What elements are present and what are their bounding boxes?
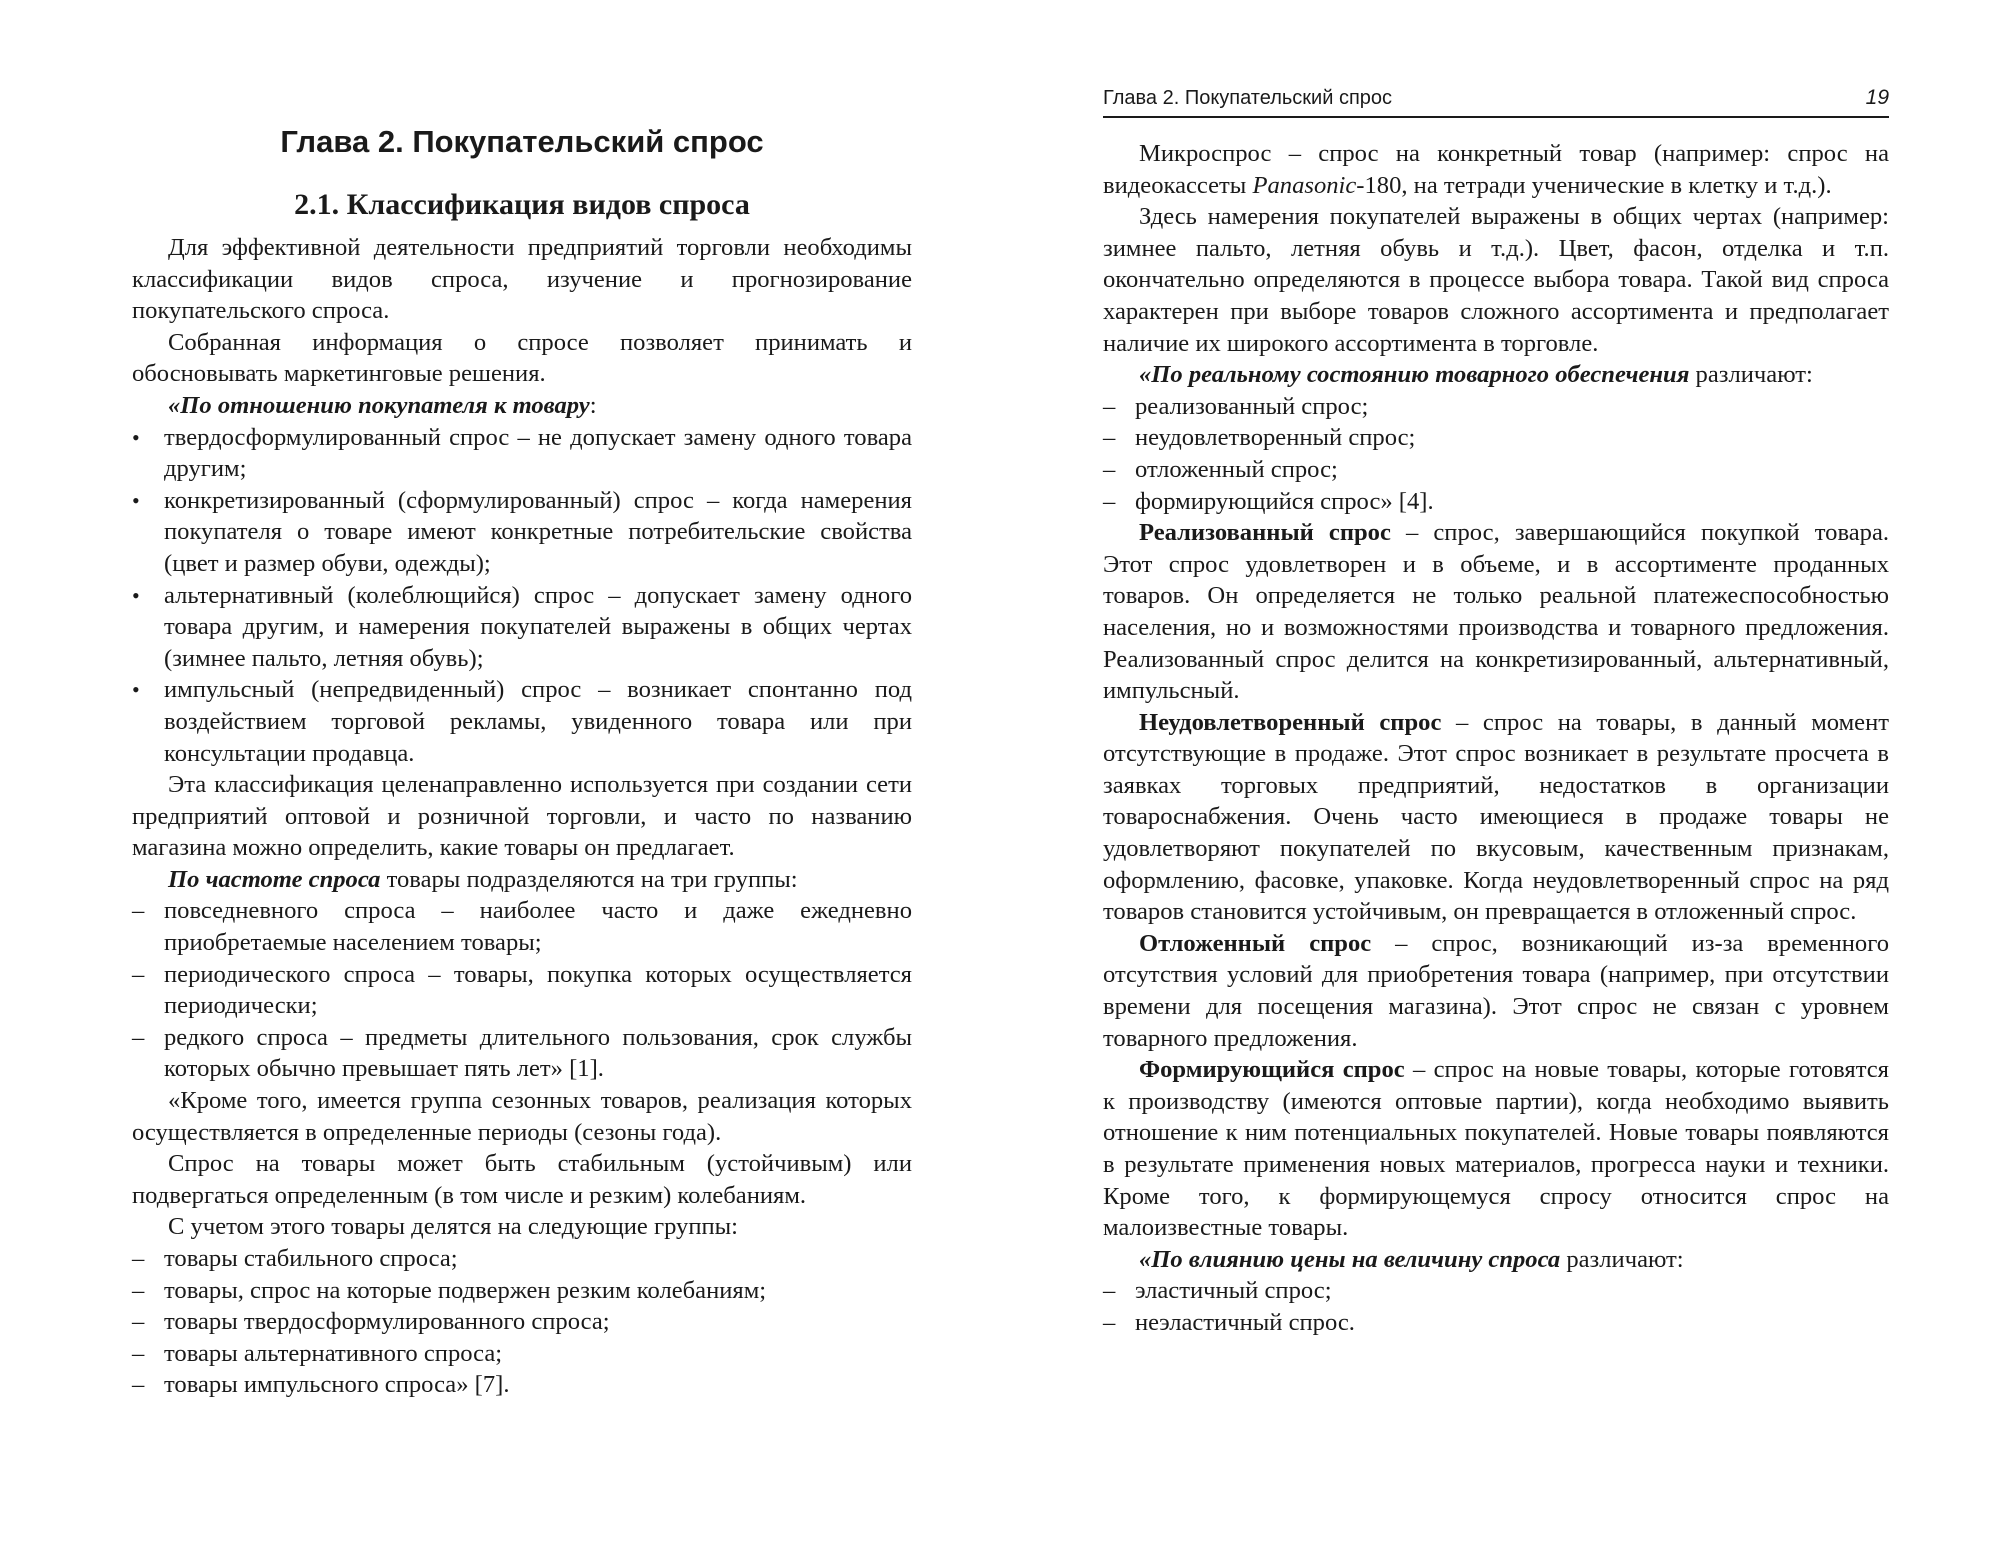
- dash-item: [1103, 486, 1889, 518]
- dash-item: [1103, 422, 1889, 454]
- dash-marker: –: [1103, 487, 1116, 515]
- bullet-text: конкретизированный (сформулированный) спрос – когда намерения покупателя о товаре имеют конкретные потребительские свойства (цвет и размер обуви, одежды);: [164, 486, 912, 577]
- paragraph: Собранная информация о спросе позволяет принимать и обосновывать маркетинговые решения.: [132, 328, 912, 388]
- dash-text: товары стабильного спроса;: [164, 1245, 458, 1272]
- paragraph: [1103, 1244, 1889, 1276]
- emphasis-text: «По влиянию цены на величину спроса: [1139, 1245, 1561, 1273]
- dash-item: [132, 1022, 912, 1085]
- paragraph: Эта классификация целенаправленно используется при создании сети предприятий оптовой и розничной торговли, и часто по названию магазина можно определить, какие товары он предлагает.: [132, 771, 912, 862]
- bullet-marker: •: [132, 677, 140, 703]
- dash-marker: –: [132, 897, 145, 925]
- running-head: [1103, 86, 1889, 118]
- dash-item: [132, 1275, 912, 1307]
- dash-text: неэластичный спрос.: [1135, 1308, 1355, 1336]
- dash-marker: –: [132, 1339, 145, 1367]
- dash-text: товары альтернативного спроса;: [164, 1339, 503, 1367]
- dash-marker: –: [132, 1371, 145, 1399]
- term-text: Отложенный спрос: [1139, 929, 1372, 957]
- bullet-marker: •: [132, 582, 140, 608]
- dash-item: [132, 1338, 912, 1370]
- bullet-text: твердосформулированный спрос – не допускает замену одного товара другим;: [164, 423, 912, 483]
- bullet-item: [132, 674, 912, 769]
- paragraph-text: – спрос, возникающий из-за временного отсутствия условий для приобретения товара (например, при отсутствии времени для посещения магазина). Этот спрос не связан с уровнем товарного предложения.: [1103, 929, 1889, 1052]
- bullet-item: [132, 580, 912, 675]
- dash-text: повседневного спроса – наиболее часто и даже ежедневно приобретаемые населением товары;: [164, 897, 912, 957]
- paragraph: [1103, 707, 1889, 928]
- bullet-text: альтернативный (колеблющийся) спрос – допускает замену одного товара другим, и намерения покупателей выражены в общих чертах (зимнее пальто, летняя обувь);: [164, 581, 912, 672]
- page-number: 19: [1865, 86, 1889, 109]
- paragraph-text: – спрос на новые товары, которые готовятся к производству (имеются оптовые партии), когда необходимо выявить отношение к ним потенциальных покупателей. Новые товары появляются в результате применения новых материалов, прогресса науки и техники. Кроме того, к формирующемуся спросу относится спрос на малоизвестные товары.: [1103, 1056, 1889, 1242]
- right-page-body: [1103, 138, 1889, 1339]
- dash-item: [132, 959, 912, 1022]
- paragraph-text: различают:: [1689, 361, 1813, 389]
- dash-text: товары импульсного спроса» [7].: [164, 1371, 510, 1399]
- paragraph: [132, 390, 912, 422]
- dash-text: неудовлетворенный спрос;: [1135, 424, 1416, 452]
- dash-item: [1103, 1275, 1889, 1307]
- dash-item: [1103, 1307, 1889, 1339]
- paragraph: С учетом этого товары делятся на следующие группы:: [168, 1213, 739, 1241]
- dash-item: [132, 1306, 912, 1338]
- paragraph: Для эффективной деятельности предприятий торговли необходимы классификации видов спроса, изучение и прогнозирование покупательского спроса.: [132, 234, 912, 325]
- dash-text: формирующийся спрос» [4].: [1135, 487, 1434, 515]
- dash-text: периодического спроса – товары, покупка которых осуществляется периодически;: [164, 960, 912, 1020]
- term-text: Неудовлетворенный спрос: [1139, 708, 1442, 736]
- running-head-title: Глава 2. Покупательский спрос: [1103, 87, 1393, 109]
- dash-item: [1103, 454, 1889, 486]
- dash-marker: –: [1103, 392, 1116, 420]
- dash-text: редкого спроса – предметы длительного пользования, срок службы которых обычно превышает пять лет» [1].: [164, 1023, 912, 1083]
- emphasis-text: «По отношению покупателя к товару: [168, 391, 590, 419]
- paragraph-text: товары подразделяются на три группы:: [380, 865, 798, 893]
- bullet-marker: •: [132, 487, 140, 513]
- dash-marker: –: [132, 1308, 145, 1336]
- bullet-item: [132, 485, 912, 580]
- paragraph-text: -180, на тетради ученические в клетку и т.д.).: [1356, 171, 1832, 199]
- dash-item: [132, 895, 912, 958]
- paragraph-text: :: [589, 391, 597, 419]
- dash-text: эластичный спрос;: [1135, 1277, 1332, 1305]
- left-page-body: [132, 232, 912, 1401]
- dash-text: товары твердосформулированного спроса;: [164, 1308, 610, 1336]
- term-text: Реализованный спрос: [1139, 519, 1391, 547]
- dash-marker: –: [1103, 455, 1116, 483]
- paragraph-text: различают:: [1560, 1245, 1684, 1273]
- paragraph: [1103, 138, 1889, 201]
- emphasis-text: «По реальному состоянию товарного обеспечения: [1139, 361, 1690, 389]
- paragraph: Здесь намерения покупателей выражены в общих чертах (например: зимнее пальто, летняя обувь и т.д.). Цвет, фасон, отделка и т.п. окончательно определяются в процессе выбора товара. Такой вид спроса характерен при выборе товаров сложного ассортимента и предполагает наличие их широкого ассортимента в торговле.: [1103, 203, 1889, 357]
- dash-text: отложенный спрос;: [1135, 455, 1338, 483]
- chapter-title: Глава 2. Покупательский спрос: [280, 124, 764, 159]
- emphasis-text: По частоте спроса: [168, 865, 381, 893]
- term-text: Формирующийся спрос: [1139, 1056, 1405, 1084]
- dash-item: [1103, 391, 1889, 423]
- section-title: 2.1. Классификация видов спроса: [294, 188, 750, 221]
- brand-name: Panasonic: [1252, 171, 1357, 199]
- dash-marker: –: [132, 1023, 145, 1051]
- paragraph-text: – спрос, завершающийся покупкой товара. Этот спрос удовлетворен и в объеме, и в ассортименте проданных товаров. Он определяется не только реальной платежеспособностью населения, но и возможностями производства и товарного предложения. Реализованный спрос делится на конкретизированный, альтернативный, импульсный.: [1103, 519, 1890, 705]
- paragraph: «Кроме того, имеется группа сезонных товаров, реализация которых осуществляется в определенные периоды (сезоны года).: [132, 1087, 912, 1146]
- dash-marker: –: [132, 960, 145, 988]
- paragraph: [1103, 517, 1889, 707]
- dash-text: товары, спрос на которые подвержен резким колебаниям;: [164, 1276, 767, 1304]
- dash-marker: –: [1103, 424, 1116, 452]
- paragraph-text: – спрос на товары, в данный момент отсутствующие в продаже. Этот спрос возникает в результате просчета в заявках торговых предприятий, недостатков в организации товароснабжения. Очень часто имеющиеся в продаже товары не удовлетворяют покупателей по вкусовым, качественным признакам, оформлению, фасовке, упаковке. Когда неудовлетворенный спрос на ряд товаров становится устойчивым, он превращается в отложенный спрос.: [1103, 708, 1889, 926]
- dash-text: реализованный спрос;: [1135, 392, 1369, 420]
- paragraph: [1103, 359, 1889, 391]
- paragraph: Спрос на товары может быть стабильным (устойчивым) или подвергаться определенным (в том числе и резким) колебаниям.: [132, 1150, 912, 1209]
- dash-marker: –: [132, 1245, 145, 1272]
- paragraph: [1103, 1054, 1889, 1244]
- dash-marker: –: [1103, 1277, 1116, 1305]
- bullet-text: импульсный (непредвиденный) спрос – возникает спонтанно под воздействием торговой рекламы, увиденного товара или при консультации продавца.: [164, 676, 912, 767]
- dash-marker: –: [1103, 1308, 1116, 1336]
- paragraph: [132, 864, 912, 896]
- bullet-marker: •: [132, 424, 140, 450]
- dash-item: [132, 1369, 912, 1401]
- dash-item: [132, 1243, 912, 1275]
- paragraph-text: Микроспрос – спрос на конкретный товар (например: спрос на видеокассеты: [1103, 140, 1889, 199]
- bullet-item: [132, 422, 912, 485]
- paragraph: [1103, 928, 1889, 1054]
- dash-marker: –: [132, 1276, 145, 1304]
